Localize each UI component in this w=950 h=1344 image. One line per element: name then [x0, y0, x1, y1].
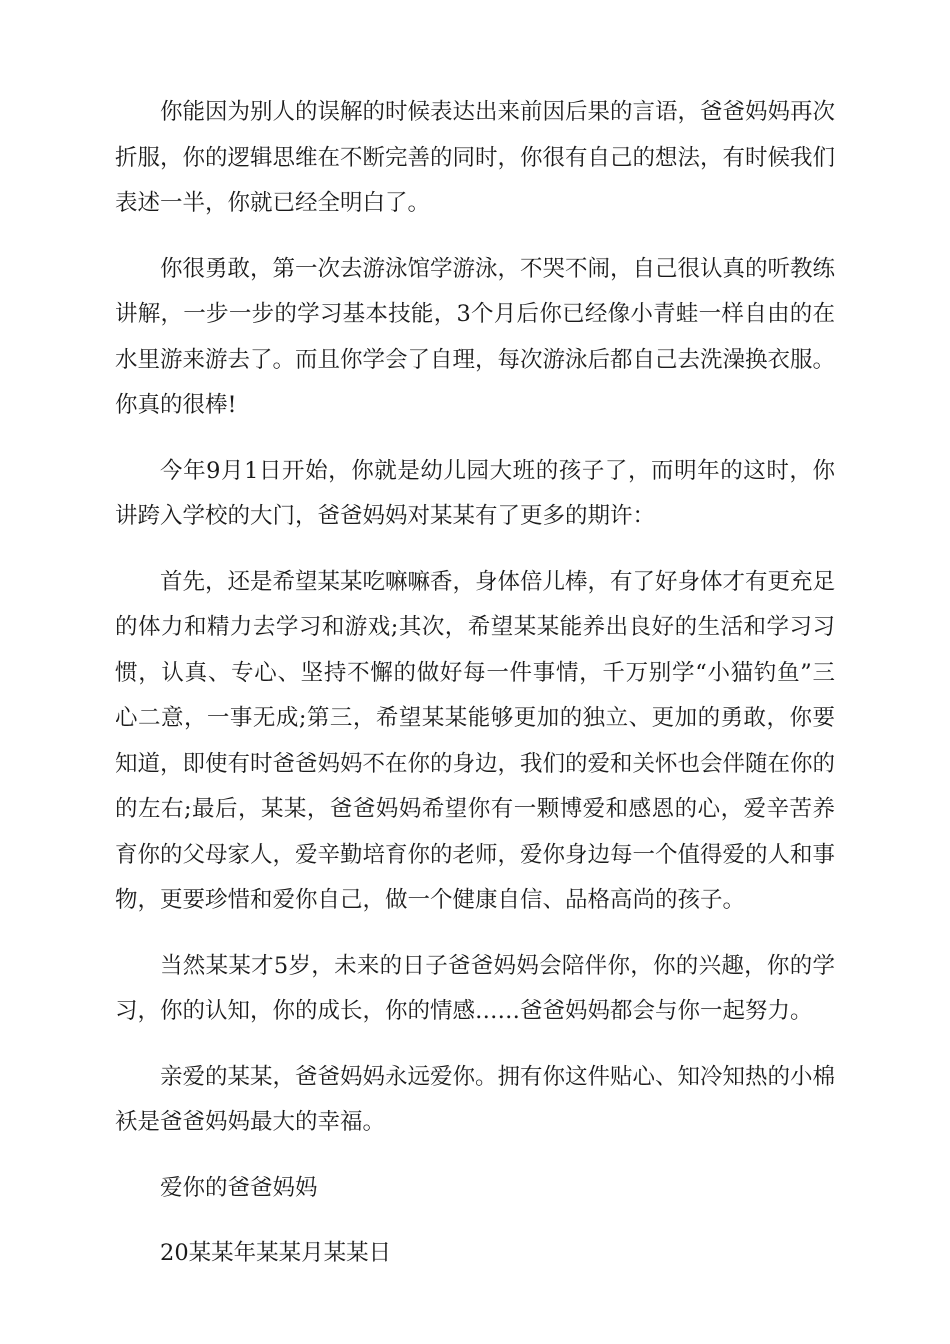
paragraph-age-five: 当然某某才5岁，未来的日子爸爸妈妈会陪伴你，你的兴趣，你的学习，你的认知，你的成长，你的情感……爸爸妈妈都会与你一起努力。	[115, 952, 835, 1024]
paragraph-love: 亲爱的某某，爸爸妈妈永远爱你。拥有你这件贴心、知冷知热的小棉袄是爸爸妈妈最大的幸福。	[115, 1063, 836, 1135]
paragraph-expectations: 首先，还是希望某某吃嘛嘛香，身体倍儿棒，有了好身体才有更充足的体力和精力去学习和游戏;其次，希望某某能养出良好的生活和学习习惯，认真、专心、坚持不懈的做好每一件事情，千万别学“小猫钓鱼”三心二意，一事无成;第三，希望某某能够更加的独立、更加的勇敢，你要知道，即使有时爸爸妈妈不在你的身边，我们的爱和关怀也会伴随在你的的左右;最后，某某，爸爸妈妈希望你有一颗博爱和感恩的心，爱辛苦养育你的父母家人，爱辛勤培育你的老师，爱你身边每一个值得爱的人和事物，更要珍惜和爱你自己，做一个健康自信、品格高尚的孩子。	[115, 568, 836, 913]
paragraph-kindergarten: 今年9月1日开始，你就是幼儿园大班的孩子了，而明年的这时，你讲跨入学校的大门，爸爸妈妈对某某有了更多的期许：	[115, 457, 835, 529]
letter-body	[115, 90, 835, 1297]
signature: 爱你的爸爸妈妈	[160, 1174, 318, 1201]
paragraph-swimming: 你很勇敢，第一次去游泳馆学游泳，不哭不闹，自己很认真的听教练讲解，一步一步的学习基本技能，3个月后你已经像小青蛙一样自由的在水里游来游去了。而且你学会了自理，每次游泳后都自己去洗澡换衣服。你真的很棒!	[115, 255, 836, 418]
paragraph-logic: 你能因为别人的误解的时候表达出来前因后果的言语，爸爸妈妈再次折服，你的逻辑思维在不断完善的同时，你很有自己的想法，有时候我们表述一半，你就已经全明白了。	[115, 99, 836, 216]
date-line: 20某某年某某月某某日	[160, 1240, 392, 1266]
